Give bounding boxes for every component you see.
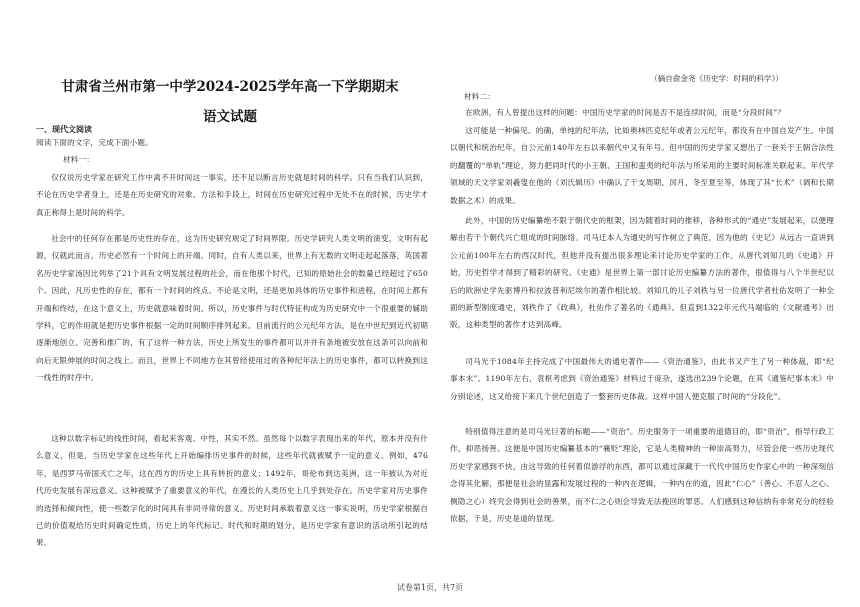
left-paragraph-3: 这种以数字标记的线性时间，看起来客观、中性，其实不然。虽然每个以数字表现出来的年代，原本并没有什么意义，但是，当历史学家在这些年代上开始编排历史事件的时候，这些年代就被赋予一定的意义。例如，476年，是西罗马帝国灭亡之年，这在西方的历史上具有转折的意义；1492年，哥伦布到达美洲，这一年被认为对近代历史发展有深远意义。这种被赋予了重要意义的年代，在漫长的人类历史上几乎到处存在。历史学家对历史事件的选择和倾向性，使一些数字化的时间具有非同寻常的意义。历史时间承载着意义这一事实说明，历史学家根据自己的价值观给历史时间确定性质，历史上的年代标记、时代和时期的划分，是历史学家有意识的活动所引起的结果。 <box>36 434 428 548</box>
left-paragraph-1: 仅仅说历史学家在研究工作中离不开时间这一事实，还不足以断言历史就是时间的科学。只有当我们认识到，不论在历史学者身上，还是在历史研究的对象、方法和手段上，时间在历史研究过程中无处不在的时候，历史学才真正称得上是时间的科学。 <box>36 173 428 217</box>
right-paragraph-1: 在欧洲，有人曾提出这样的问题：中国历史学家的时间是否不是连续时间，而是“分段时间”？ <box>465 108 786 117</box>
material1-label: 材料一： <box>63 155 95 164</box>
right-paragraph-3: 此外，中国的历史编纂绝不限于朝代史的框架，因为随着时间的推移，各种形式的“通史”发展起来，以便理解由若干个朝代兴亡组成的时间脉络。司马迁本人为通史的写作树立了典范，因为他的《史记》从远古一直讲到公元前100年左右的西汉时代，但他并没有提出很多理论来讨论历史学家的工作。从唐代刘知几的《史通》开始，历史哲学才得到了精彩的研究。《史通》是世界上第一部讨论历史编纂方法的著作，很值得与八个半世纪以后的欧洲史学先驱博丹和拉波普利尼埃尔的著作相比较。刘知几的儿子刘秩与另一位唐代学者杜佑发明了一种全面的新型制度通史，刘秩作了《政典》，杜佑作了著名的《通典》。但直到1322年元代马端临的《文献通考》出版，这种类型的著作才达到高峰。 <box>450 216 834 330</box>
attribution: （摘自俞金尧《历史学：时间的科学》） <box>650 74 783 83</box>
section-heading: 一、现代文阅读 <box>36 124 92 134</box>
left-paragraph-2: 社会中的任何存在都是历史性的存在，这为历史研究规定了时间界限。历史学研究人类文明的演变，文明有起源，仅就此而言，历史必然有一个时间上的开端。同时，自有人类以来，世界上有无数的文明走起起落落，英国著名历史学家汤因比列举了21个具有文明发展过程的社会，而在他那个时代，已知的原始社会的数量已经超过了650个。因此，凡历史性的存在，都有一个时间的终点。不论是文明，还是更加具体的历史事件和进程，在时间上都有开端和终结，在这个意义上，历史就意味着时间。所以，历史事件与时代特征构成为历史研究中一个很重要的辅助学科，它的作用就是把历史事件根据一定的时间顺序排列起来。目前流行的公元纪年方法，是在中世纪到近代初期逐渐地创立、完善和推广的，有了这样一种方法，历史上所发生的事件都可以井井有条地被安放在这条可以向前和向后无限伸展的时间之线上。而且，世界上不同地方在其曾经使用过的各种纪年法上的历史事件，都可以转换到这一线性的时序中。 <box>36 234 428 383</box>
right-paragraph-4: 司马光于1084年主持完成了中国最伟大的通史著作——《资治通鉴》，由此书又产生了另一种体裁，即“纪事本末”。1190年左右，袁枢考虑到《资治通鉴》材料过于庞杂，遂选出239个论题，在其《通鉴纪事本末》中分别论述，这又给接下来几个世纪创造了一整套历史体裁。这样中国人便克服了时间的“分段化”。 <box>450 357 834 401</box>
exam-title-line1: 甘肃省兰州市第一中学2024-2025学年高一下学期期末 <box>61 79 399 95</box>
exam-title-line2: 语文试题 <box>203 109 257 125</box>
right-paragraph-2: 这可能是一种偏见。的确，单纯的纪年法，比如奥林匹克纪年或者公元纪年，都没有在中国自发产生。中国以朝代和统治纪年，自公元前140年左右以来朝代中又有年号。但中国的历史学家又想出了一套关于王朝合法性的翻覆的“单轨”理论，努力把同时代的小王朝、王国和蛮夷的纪年法与所采用的主要时间标准关联起来。年代学领域的天文学家刘羲叟在他的《刘氏辑历》中确认了干支周期、闰月、冬至夏至等，体现了其“长术”（调和长期数据之术）的成果。 <box>450 126 834 205</box>
instructions: 阅读下面的文字，完成下面小题。 <box>36 138 153 147</box>
material2-label: 材料二： <box>464 92 496 101</box>
page-footer: 试卷第1页，共7页 <box>396 583 464 592</box>
right-paragraph-5: 特别值得注意的是司马光巨著的标题——“资治”。历史服务于一项重要的道德目的，即“资治”，指导行政工作，抑恶扬善。这便是中国历史编纂基本的“襄贬”理论，它是人类精神的一种崇高努力，尽管会使一些历史现代历史学家感到不快，由这导致的任何着似游浮的东西，都可以通过深藏于一代代中国历史作家心中的一种深刻信念得其化解，那便是社会的显露和发展过程的一种内在逻辑，一种内在的道，因此“仁心”（善心、不忍人之心、侧隐之心）终究会得到社会的善果，而不仁之心则会导致无法挽回的罪恶。人们感到这种信纳有非常充分的经验依据，于是，历史是道的显现。 <box>450 427 834 524</box>
